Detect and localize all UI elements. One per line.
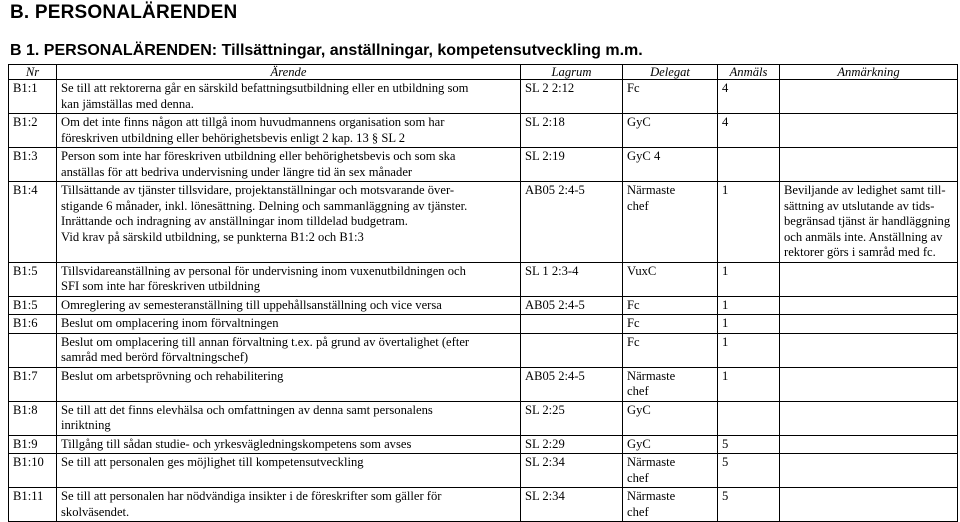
cell-anmals: 5 (718, 454, 780, 488)
cell-anmarkning (780, 454, 958, 488)
cell-delegat: GyC 4 (623, 148, 718, 182)
cell-arende: Tillgång till sådan studie- och yrkesvägledningskompetens som avses (57, 435, 521, 454)
table-row (9, 401, 958, 435)
cell-anmals: 1 (718, 296, 780, 315)
table-row (9, 435, 958, 454)
cell-arende: Om det inte finns någon att tillgå inom huvudmannens organisation som har föreskriven utbildning eller behörighetsbevis enligt 2 kap. 13 § SL 2 (57, 114, 521, 148)
cell-nr: B1:4 (9, 182, 57, 263)
cell-nr: B1:10 (9, 454, 57, 488)
cell-lagrum: SL 2 2:12 (521, 80, 623, 114)
cell-lagrum: AB05 2:4-5 (521, 367, 623, 401)
cell-arende: Beslut om arbetsprövning och rehabilitering (57, 367, 521, 401)
cell-delegat: Fc (623, 333, 718, 367)
cell-lagrum: SL 2:25 (521, 401, 623, 435)
cell-lagrum (521, 333, 623, 367)
table-title: B 1. PERSONALÄRENDEN: Tillsättningar, anställningar, kompetensutveckling m.m. (10, 42, 643, 59)
cell-anmarkning (780, 435, 958, 454)
cell-nr: B1:3 (9, 148, 57, 182)
header-arende: Ärende (57, 65, 521, 80)
cell-anmals: 4 (718, 114, 780, 148)
cell-arende: Se till att rektorerna går en särskild befattningsutbildning eller en utbildning som kan jämställas med denna. (57, 80, 521, 114)
cell-nr: B1:11 (9, 488, 57, 522)
cell-lagrum: AB05 2:4-5 (521, 182, 623, 263)
cell-nr: B1:7 (9, 367, 57, 401)
cell-delegat: GyC (623, 114, 718, 148)
cell-arende: Person som inte har föreskriven utbildning eller behörighetsbevis och som ska anställas för att bedriva undervisning under längre tid än sex månader (57, 148, 521, 182)
table-row (9, 262, 958, 296)
cell-arende: Tillsvidareanställning av personal för undervisning inom vuxenutbildningen och SFI som inte har föreskriven utbildning (57, 262, 521, 296)
header-delegat: Delegat (623, 65, 718, 80)
header-nr: Nr (9, 65, 57, 80)
table-row (9, 80, 958, 114)
table-row (9, 148, 958, 182)
delegation-table (8, 64, 958, 522)
cell-anmals: 1 (718, 182, 780, 263)
cell-delegat: GyC (623, 435, 718, 454)
cell-nr (9, 333, 57, 367)
cell-anmarkning (780, 401, 958, 435)
section-title: B. PERSONALÄRENDEN (10, 2, 238, 23)
cell-nr: B1:8 (9, 401, 57, 435)
header-anmals: Anmäls (718, 65, 780, 80)
table-row (9, 296, 958, 315)
cell-anmals (718, 401, 780, 435)
cell-nr: B1:2 (9, 114, 57, 148)
cell-lagrum: SL 2:18 (521, 114, 623, 148)
cell-anmals: 1 (718, 262, 780, 296)
cell-lagrum: AB05 2:4-5 (521, 296, 623, 315)
table-row (9, 333, 958, 367)
header-lagrum: Lagrum (521, 65, 623, 80)
cell-lagrum (521, 315, 623, 334)
cell-anmals: 1 (718, 315, 780, 334)
cell-anmals: 1 (718, 367, 780, 401)
table-row (9, 454, 958, 488)
cell-anmarkning (780, 333, 958, 367)
table-row (9, 182, 958, 263)
cell-anmals (718, 148, 780, 182)
cell-anmals: 4 (718, 80, 780, 114)
cell-anmarkning (780, 114, 958, 148)
cell-lagrum: SL 2:29 (521, 435, 623, 454)
cell-delegat: Fc (623, 296, 718, 315)
cell-arende: Omreglering av semesteranställning till uppehållsanställning och vice versa (57, 296, 521, 315)
cell-delegat: Närmaste chef (623, 488, 718, 522)
cell-lagrum: SL 2:34 (521, 488, 623, 522)
cell-anmals: 5 (718, 488, 780, 522)
table-header-row (9, 65, 958, 80)
cell-anmarkning (780, 296, 958, 315)
cell-anmarkning (780, 315, 958, 334)
table-row (9, 114, 958, 148)
cell-anmals: 1 (718, 333, 780, 367)
cell-arende: Se till att det finns elevhälsa och omfattningen av denna samt personalens inriktning (57, 401, 521, 435)
table-row (9, 315, 958, 334)
cell-nr: B1:5 (9, 296, 57, 315)
cell-delegat: Närmaste chef (623, 182, 718, 263)
cell-lagrum: SL 1 2:3-4 (521, 262, 623, 296)
cell-nr: B1:1 (9, 80, 57, 114)
cell-arende: Se till att personalen ges möjlighet till kompetensutveckling (57, 454, 521, 488)
cell-delegat: Närmaste chef (623, 454, 718, 488)
table-row (9, 367, 958, 401)
cell-lagrum: SL 2:34 (521, 454, 623, 488)
cell-arende: Beslut om omplacering inom förvaltningen (57, 315, 521, 334)
cell-anmarkning (780, 367, 958, 401)
cell-anmarkning (780, 148, 958, 182)
cell-anmarkning (780, 262, 958, 296)
cell-nr: B1:9 (9, 435, 57, 454)
cell-arende: Beslut om omplacering till annan förvaltning t.ex. på grund av övertalighet (efter samråd med berörd förvaltningschef) (57, 333, 521, 367)
cell-delegat: Fc (623, 80, 718, 114)
cell-anmarkning (780, 80, 958, 114)
cell-delegat: GyC (623, 401, 718, 435)
cell-anmarkning (780, 488, 958, 522)
cell-arende: Se till att personalen har nödvändiga insikter i de föreskrifter som gäller för skolväsendet. (57, 488, 521, 522)
cell-delegat: Fc (623, 315, 718, 334)
header-anmarkning: Anmärkning (780, 65, 958, 80)
cell-delegat: Närmaste chef (623, 367, 718, 401)
cell-anmarkning: Beviljande av ledighet samt till- sättning av utslutande av tids- begränsad tjänst är handläggning och anmäls inte. Anställning av rektorer görs i samråd med fc. (780, 182, 958, 263)
cell-arende: Tillsättande av tjänster tillsvidare, projektanställningar och motsvarande över- stigande 6 månader, inkl. lönesättning. Delning och sammanläggning av tjänster. Inrättande och indragning av anställningar inom tilldelad budgetram. Vid krav på särskild utbildning, se punkterna B1:2 och B1:3 (57, 182, 521, 263)
cell-delegat: VuxC (623, 262, 718, 296)
cell-lagrum: SL 2:19 (521, 148, 623, 182)
cell-anmals: 5 (718, 435, 780, 454)
cell-nr: B1:6 (9, 315, 57, 334)
table-row (9, 488, 958, 522)
cell-nr: B1:5 (9, 262, 57, 296)
